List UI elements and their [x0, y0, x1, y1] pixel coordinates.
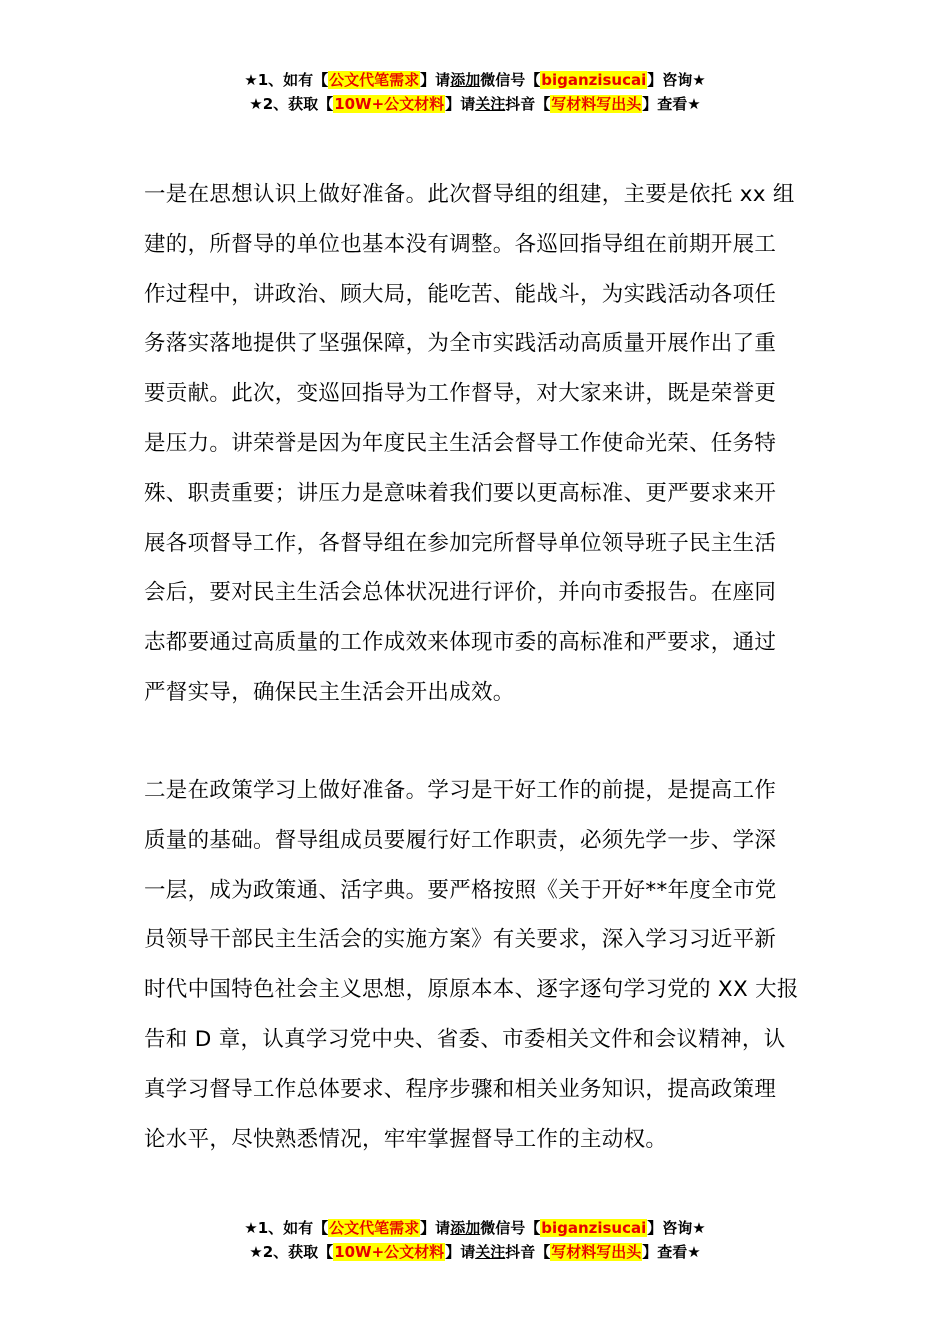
highlight-douyin-account: 写材料写出头: [551, 1243, 642, 1261]
paragraph-line: 是压力。讲荣誉是因为年度民主生活会督导工作使命光荣、任务特: [144, 430, 777, 456]
footer-banner-line-1: [0, 1216, 950, 1240]
banner-text: 】请: [420, 71, 451, 89]
underlined-word: 添加: [450, 71, 481, 89]
paragraph-line: 二是在政策学习上做好准备。学习是干好工作的前提，是提高工作: [144, 778, 777, 803]
banner-text: 】请: [445, 95, 476, 113]
header-banner-line-2: [0, 92, 950, 116]
highlight-service: 公文代笔需求: [329, 1219, 420, 1237]
banner-text: 】查看★: [642, 95, 701, 113]
paragraph-line: 严督实导，确保民主生活会开出成效。: [144, 679, 515, 705]
highlight-materials: 10W+公文材料: [334, 95, 445, 113]
footer-banner-line-2: [0, 1240, 950, 1264]
banner-text: 】请: [420, 1219, 451, 1237]
paragraph-2: [144, 766, 808, 1164]
paragraph-line: 会后，要对民主生活会总体状况进行评价，并向市委报告。在座同: [144, 580, 777, 606]
underlined-word: 关注: [475, 95, 506, 113]
paragraph-line: 质量的基础。督导组成员要履行好工作职责，必须先学一步、学深: [144, 827, 777, 853]
paragraph-line: 一是在思想认识上做好准备。此次督导组的组建，主要是依托 xx 组: [144, 182, 795, 207]
paragraph-line: 一层，成为政策通、活字典。要严格按照《关于开好**年度全市党: [144, 877, 777, 903]
paragraph-line: 论水平，尽快熟悉情况，牢牢掌握督导工作的主动权。: [144, 1126, 668, 1152]
banner-text: ★1、如有【: [244, 1219, 329, 1237]
paragraph-line: 建的，所督导的单位也基本没有调整。各巡回指导组在前期开展工: [144, 231, 777, 257]
banner-text: ★1、如有【: [244, 71, 329, 89]
highlight-service: 公文代笔需求: [329, 71, 420, 89]
highlight-materials: 10W+公文材料: [334, 1243, 445, 1261]
banner-text: 微信号【: [480, 71, 541, 89]
footer-banner: [0, 1216, 950, 1264]
header-banner: [0, 68, 950, 116]
highlight-wechat-id: biganzisucai: [541, 71, 647, 89]
banner-text: 抖音【: [505, 1243, 551, 1261]
underlined-word: 关注: [475, 1243, 506, 1261]
paragraph-line: 员领导干部民主生活会的实施方案》有关要求，深入学习习近平新: [144, 927, 777, 953]
paragraph-line: 志都要通过高质量的工作成效来体现市委的高标准和严要求，通过: [144, 630, 777, 656]
paragraph-line: 展各项督导工作，各督导组在参加完所督导单位领导班子民主生活: [144, 530, 777, 556]
banner-text: ★2、获取【: [249, 95, 334, 113]
paragraph-line: 真学习督导工作总体要求、程序步骤和相关业务知识，提高政策理: [144, 1076, 777, 1102]
banner-text: 】咨询★: [647, 1219, 706, 1237]
paragraph-line: 时代中国特色社会主义思想，原原本本、逐字逐句学习党的 XX 大报: [144, 977, 799, 1003]
underlined-word: 添加: [450, 1219, 481, 1237]
paragraph-line: 务落实落地提供了坚强保障，为全市实践活动高质量开展作出了重: [144, 331, 777, 357]
highlight-douyin-account: 写材料写出头: [551, 95, 642, 113]
banner-text: ★2、获取【: [249, 1243, 334, 1261]
paragraph-1: [144, 170, 808, 718]
paragraph-line: 作过程中，讲政治、顾大局，能吃苦、能战斗，为实践活动各项任: [144, 281, 777, 307]
paragraph-line: 要贡献。此次，变巡回指导为工作督导，对大家来讲，既是荣誉更: [144, 381, 777, 407]
banner-text: 抖音【: [505, 95, 551, 113]
paragraph-line: 告和 D 章，认真学习党中央、省委、市委相关文件和会议精神，认: [144, 1026, 786, 1052]
header-banner-line-1: [0, 68, 950, 92]
paragraph-line: 殊、职责重要；讲压力是意味着我们要以更高标准、更严要求来开: [144, 480, 777, 506]
banner-text: 】咨询★: [647, 71, 706, 89]
banner-text: 】查看★: [642, 1243, 701, 1261]
banner-text: 微信号【: [480, 1219, 541, 1237]
highlight-wechat-id: biganzisucai: [541, 1219, 647, 1237]
banner-text: 】请: [445, 1243, 476, 1261]
